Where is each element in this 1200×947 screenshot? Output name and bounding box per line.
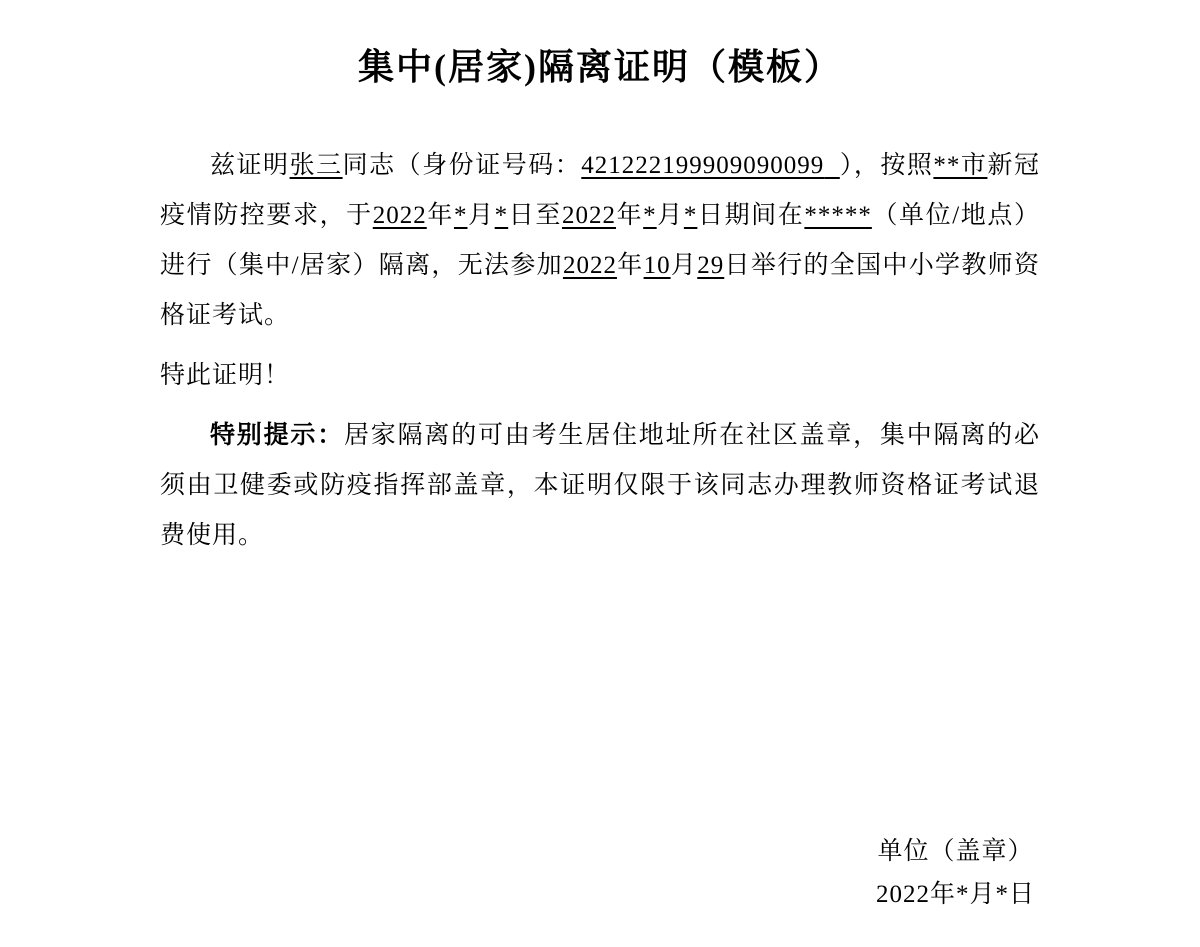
text-segment-5: 新冠疫情防控要求，于 (160, 151, 1040, 229)
text-segment-2: 同志（身份证号码： (342, 151, 582, 179)
text-segment-6: 年 (426, 201, 454, 229)
signature-block (876, 830, 1035, 918)
text-segment-14: 月 (670, 251, 698, 279)
signature-unit: 单位（盖章） (877, 837, 1034, 865)
field-start-year: 2022 (372, 201, 427, 229)
signature-date-month: * (955, 881, 970, 909)
certify-statement: 特此证明！ (160, 361, 291, 389)
field-id-number: 421222199909090099 (581, 151, 825, 179)
field-start-month: * (453, 201, 468, 229)
text-segment-1: 兹证明 (210, 151, 290, 179)
field-end-month: * (643, 201, 657, 229)
text-segment-12: （单位/地点）进行（集中/居家）隔离，无法参加 (160, 201, 1040, 279)
field-start-day: * (494, 201, 509, 229)
text-segment-9: 年 (615, 201, 644, 229)
text-segment-3: ）， (839, 151, 881, 179)
signature-date-day-suffix: 日 (1008, 881, 1035, 909)
document-body (160, 141, 1040, 561)
signature-date-year-suffix: 年 (929, 881, 956, 909)
field-exam-month: 10 (643, 251, 671, 279)
text-segment-13: 年 (616, 251, 644, 279)
text-segment-11: 日期间在 (697, 201, 805, 229)
document-page (0, 44, 1200, 947)
text-segment-10: 月 (656, 201, 684, 229)
text-segment-15: 日举行的全国中小学教师资格证考试。 (160, 251, 1040, 329)
special-note-label: 特别提示： (210, 421, 344, 449)
field-name: 张三 (289, 151, 343, 179)
field-exam-day: 29 (697, 251, 725, 279)
page-title: 集中(居家)隔离证明（模板） (358, 47, 842, 87)
field-end-year: 2022 (561, 201, 616, 229)
text-segment-7: 月 (467, 201, 495, 229)
certificate-paragraph (160, 141, 1040, 341)
signature-date-year: 2022 (875, 881, 930, 909)
signature-date-day: * (995, 881, 1009, 909)
special-note (160, 411, 1040, 561)
text-segment-4: 按照 (880, 151, 934, 179)
field-end-day: * (683, 201, 698, 229)
field-exam-year: 2022 (562, 251, 617, 279)
field-city: **市 (933, 151, 988, 179)
field-place: ***** (804, 201, 872, 229)
signature-date-month-suffix: 月 (969, 881, 996, 909)
text-segment-8: 日至 (508, 201, 562, 229)
signature-date (876, 873, 1035, 917)
special-note-text: 居家隔离的可由考生居住地址所在社区盖章，集中隔离的必须由卫健委或防疫指挥部盖章，本证明仅限于该同志办理教师资格证考试退费使用。 (160, 421, 1040, 549)
